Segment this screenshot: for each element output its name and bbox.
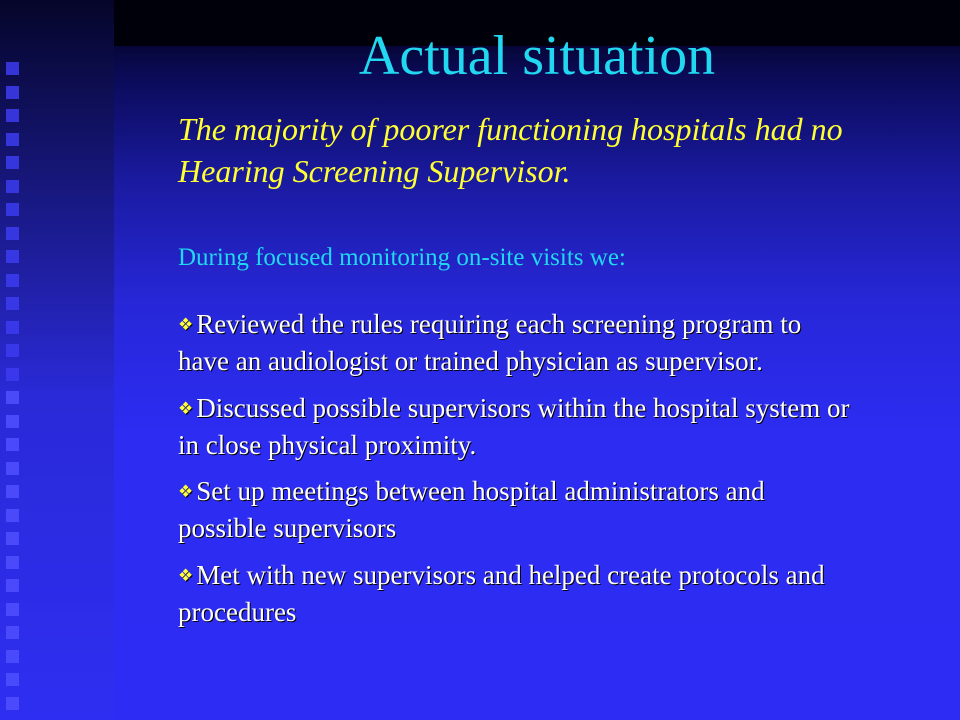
bullet-item: [178, 390, 858, 464]
slide-subtitle: The majority of poorer functioning hospitals had no Hearing Screening Supervisor.: [178, 111, 843, 189]
bullet-item: [178, 306, 858, 380]
slide-title: Actual situation: [358, 25, 716, 87]
diamond-bullet-icon: ❖: [178, 566, 194, 585]
bullet-list: [178, 306, 858, 641]
bullet-text: Discussed possible supervisors within the hospital system or in close physical proximity.: [178, 393, 850, 460]
slide-intro: During focused monitoring on-site visits we:: [178, 244, 626, 271]
bullet-text: Reviewed the rules requiring each screening program to have an audiologist or trained physician as supervisor.: [178, 309, 802, 376]
diamond-bullet-icon: ❖: [178, 482, 194, 501]
bullet-text: Met with new supervisors and helped create protocols and procedures: [178, 560, 825, 627]
bullet-text: Set up meetings between hospital administrators and possible supervisors: [178, 476, 765, 543]
diamond-bullet-icon: ❖: [178, 315, 194, 334]
diamond-bullet-icon: ❖: [178, 399, 194, 418]
decorative-square-column: [6, 62, 26, 720]
bullet-item: [178, 473, 858, 547]
bullet-item: [178, 557, 858, 631]
left-decorative-band: [0, 0, 114, 720]
